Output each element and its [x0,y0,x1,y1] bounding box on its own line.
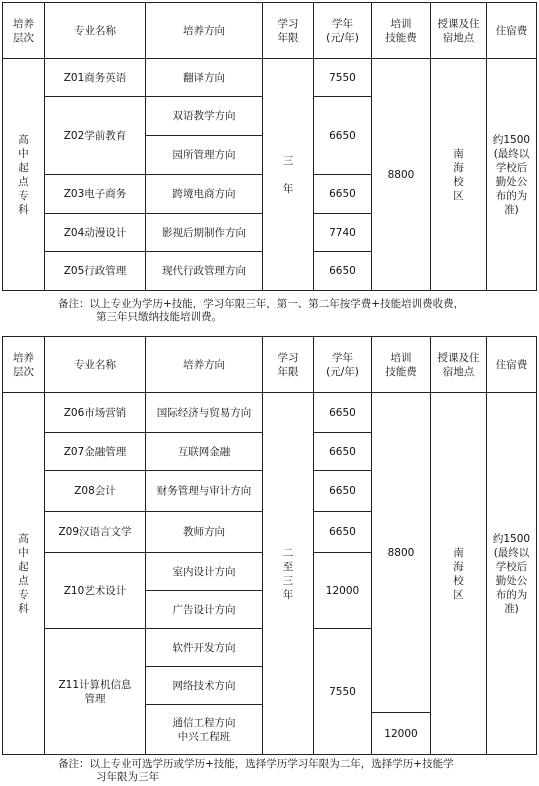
major-name: Z02学前教育 [45,97,146,175]
note-1 [0,298,539,324]
major-name: Z05行政管理 [45,252,146,291]
header-major: 专业名称 [45,3,146,59]
header-level: 培养 层次 [3,3,45,59]
tuition-cell: 6650 [314,433,372,471]
major-name: Z08会计 [45,471,146,512]
header-row [3,3,537,59]
direction-cell: 通信工程方向 中兴工程班 [146,705,263,755]
header-years: 学习 年限 [263,3,314,59]
level-cell: 高 中 起 点 专 科 [3,393,45,755]
header-row [3,337,537,393]
direction-cell: 国际经济与贸易方向 [146,393,263,433]
header-skill-fee: 培训 技能费 [372,3,431,59]
years-cell: 三 年 [263,59,314,291]
major-name: Z04动漫设计 [45,214,146,252]
skill-fee-cell: 8800 [372,393,431,713]
level-cell: 高 中 起 点 专 科 [3,59,45,291]
header-major: 专业名称 [45,337,146,393]
header-direction: 培养方向 [146,3,263,59]
major-name: Z11计算机信息 管理 [45,629,146,755]
major-name: Z07金融管理 [45,433,146,471]
tuition-cell: 6650 [314,175,372,214]
skill-fee-cell-last: 12000 [372,713,431,755]
fee-table-2 [2,336,537,755]
tuition-cell: 6650 [314,252,372,291]
header-location: 授课及住 宿地点 [431,3,487,59]
lodging-cell: 约1500 (最终以 学校后 勤处公 布的为 准) [487,393,537,755]
table-row [3,59,537,97]
lodging-cell: 约1500 (最终以 学校后 勤处公 布的为 准) [487,59,537,291]
tuition-cell: 7550 [314,59,372,97]
major-name: Z01商务英语 [45,59,146,97]
direction-cell: 广告设计方向 [146,591,263,629]
major-name: Z09汉语言文学 [45,512,146,553]
note-1-line-1: 备注：以上专业为学历+技能，学习年限三年，第一、第二年按学费+技能培训费收费， [58,298,465,310]
fee-table-1 [2,2,537,291]
table-row [3,393,537,433]
direction-cell: 翻译方向 [146,59,263,97]
direction-cell: 园所管理方向 [146,136,263,175]
major-name: Z06市场营销 [45,393,146,433]
direction-cell: 网络技术方向 [146,667,263,705]
note-1-line-2: 第三年只缴纳技能培训费。 [96,311,222,323]
header-lodging: 住宿费 [487,3,537,59]
direction-cell: 现代行政管理方向 [146,252,263,291]
tuition-cell: 7740 [314,214,372,252]
header-lodging: 住宿费 [487,337,537,393]
header-location: 授课及住 宿地点 [431,337,487,393]
direction-cell: 影视后期制作方向 [146,214,263,252]
tuition-cell: 12000 [314,553,372,629]
direction-cell: 财务管理与审计方向 [146,471,263,512]
tuition-cell: 6650 [314,97,372,175]
direction-cell: 双语教学方向 [146,97,263,136]
header-tuition: 学年 (元/年) [314,337,372,393]
tuition-cell: 7550 [314,629,372,755]
note-2 [0,758,539,784]
header-direction: 培养方向 [146,337,263,393]
location-cell: 南 海 校 区 [431,59,487,291]
header-tuition: 学年 (元/年) [314,3,372,59]
direction-cell: 软件开发方向 [146,629,263,667]
years-cell: 二 至 三 年 [263,393,314,755]
direction-cell: 教师方向 [146,512,263,553]
major-name: Z10艺术设计 [45,553,146,629]
direction-cell: 互联网金融 [146,433,263,471]
direction-cell: 室内设计方向 [146,553,263,591]
tuition-cell: 6650 [314,471,372,512]
tuition-cell: 6650 [314,393,372,433]
header-skill-fee: 培训 技能费 [372,337,431,393]
direction-cell: 跨境电商方向 [146,175,263,214]
tuition-cell: 6650 [314,512,372,553]
note-2-line-2: 习年限为三年 [96,771,159,783]
note-2-line-1: 备注：以上专业可选学历或学历+技能，选择学历学习年限为二年，选择学历+技能学 [58,758,454,770]
location-cell: 南 海 校 区 [431,393,487,755]
header-years: 学习 年限 [263,337,314,393]
skill-fee-cell: 8800 [372,59,431,291]
major-name: Z03电子商务 [45,175,146,214]
header-level: 培养 层次 [3,337,45,393]
